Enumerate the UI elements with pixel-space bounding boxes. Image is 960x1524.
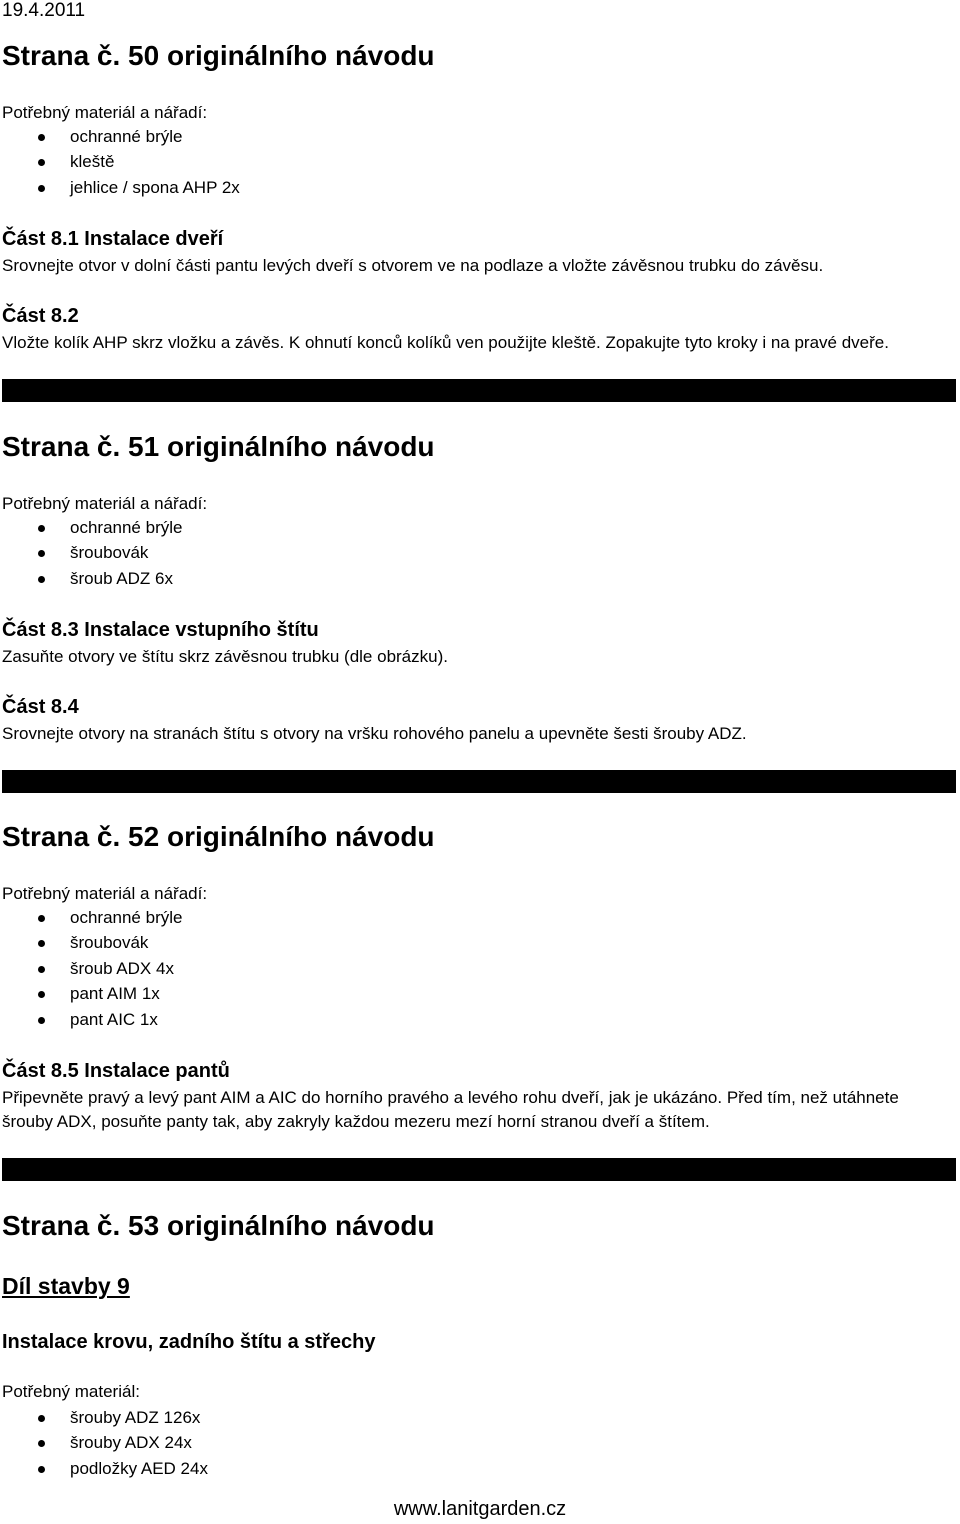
list-item: ochranné brýle xyxy=(70,518,183,537)
list-item: pant AIC 1x xyxy=(70,1010,158,1029)
page-heading-50: Strana č. 50 originálního návodu xyxy=(2,40,435,71)
installation-title: Instalace krovu, zadního štítu a střechy xyxy=(2,1331,376,1353)
part-text-8-5-line2: šrouby ADX, posuňte panty tak, aby zakryly každou mezeru mezí horní stranou dveří a štítem. xyxy=(2,1112,710,1131)
list-item: šroub ADZ 6x xyxy=(70,569,173,588)
list-item: jehlice / spona AHP 2x xyxy=(70,178,240,197)
list-item: šroubovák xyxy=(70,933,149,952)
part-text-8-1: Srovnejte otvor v dolní části pantu levých dveří s otvorem ve na podlaze a vložte závěsnou trubku do závěsu. xyxy=(2,256,824,275)
part-title-8-5: Část 8.5 Instalace pantů xyxy=(2,1060,230,1082)
part-text-8-3: Zasuňte otvory ve štítu skrz závěsnou trubku (dle obrázku). xyxy=(2,647,448,666)
list-item: šrouby ADX 24x xyxy=(70,1433,192,1452)
required-label-53: Potřebný materiál: xyxy=(2,1382,140,1401)
required-label-52: Potřebný materiál a nářadí: xyxy=(2,884,208,903)
required-label-51: Potřebný materiál a nářadí: xyxy=(2,494,208,513)
list-item: pant AIM 1x xyxy=(70,984,160,1003)
required-label-50: Potřebný materiál a nářadí: xyxy=(2,103,208,122)
list-item: kleště xyxy=(70,152,115,171)
part-title-8-3: Část 8.3 Instalace vstupního štítu xyxy=(2,619,319,641)
page-heading-51: Strana č. 51 originálního návodu xyxy=(2,431,435,462)
page-heading-52: Strana č. 52 originálního návodu xyxy=(2,821,435,852)
part-title-8-4: Část 8.4 xyxy=(2,696,79,718)
footer-website: www.lanitgarden.cz xyxy=(393,1498,567,1520)
section-divider xyxy=(2,1158,956,1181)
part-title-8-2: Část 8.2 xyxy=(2,305,79,327)
build-stage-heading: Díl stavby 9 xyxy=(2,1273,130,1299)
part-text-8-5-line1: Připevněte pravý a levý pant AIM a AIC do horního pravého a levého rohu dveří, jak je ukázáno. Před tím, než utáhnete xyxy=(2,1088,899,1107)
list-item: šrouby ADZ 126x xyxy=(70,1408,201,1427)
section-divider xyxy=(2,379,956,402)
document-date: 19.4.2011 xyxy=(2,0,86,21)
list-item: šroub ADX 4x xyxy=(70,959,174,978)
section-divider xyxy=(2,770,956,793)
part-text-8-4: Srovnejte otvory na stranách štítu s otvory na vršku rohového panelu a upevněte šesti šrouby ADZ. xyxy=(2,724,747,743)
part-text-8-2: Vložte kolík AHP skrz vložku a závěs. K ohnutí konců kolíků ven použijte kleště. Zopakujte tyto kroky i na pravé dveře. xyxy=(2,333,889,352)
part-title-8-1: Část 8.1 Instalace dveří xyxy=(2,228,224,250)
list-item: podložky AED 24x xyxy=(70,1459,208,1478)
page-heading-53: Strana č. 53 originálního návodu xyxy=(2,1210,435,1241)
list-item: ochranné brýle xyxy=(70,908,183,927)
list-item: šroubovák xyxy=(70,543,149,562)
list-item: ochranné brýle xyxy=(70,127,183,146)
